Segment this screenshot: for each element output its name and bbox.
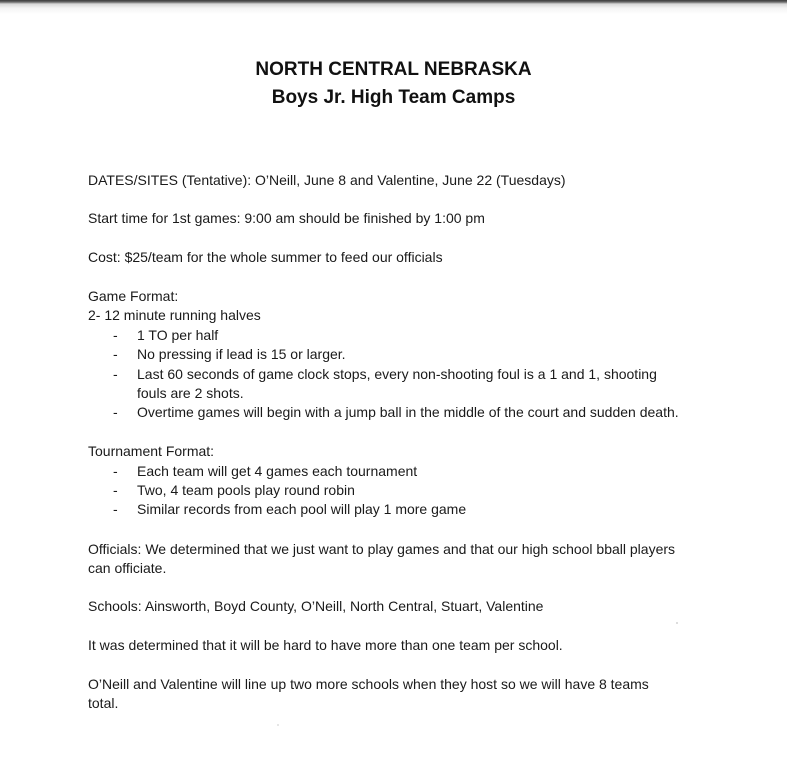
game-format-subheading: 2- 12 minute running halves bbox=[88, 307, 261, 323]
cost-line: Cost: $25/team for the whole summer to feed our officials bbox=[88, 249, 443, 265]
game-format-item: Overtime games will begin with a jump ball in the middle of the court and sudden death. bbox=[137, 404, 679, 420]
host-line: O’Neill and Valentine will line up two more schools when they host so we will have 8 teams bbox=[88, 676, 649, 692]
game-format-item: Last 60 seconds of game clock stops, every non-shooting foul is a 1 and 1, shooting bbox=[137, 366, 657, 382]
officials-line: Officials: We determined that we just want to play games and that our high school bball players bbox=[88, 541, 676, 557]
game-format-item: 1 TO per half bbox=[137, 327, 219, 343]
bullet-marker: - bbox=[113, 366, 118, 382]
bullet-marker: - bbox=[113, 482, 118, 498]
schools-line: Schools: Ainsworth, Boyd County, O’Neill, North Central, Stuart, Valentine bbox=[88, 598, 544, 614]
game-format-item-continuation: fouls are 2 shots. bbox=[137, 385, 244, 401]
tournament-format-heading: Tournament Format: bbox=[88, 443, 215, 459]
tournament-format-item: Similar records from each pool will play 1 more game bbox=[137, 501, 467, 517]
document-title: NORTH CENTRAL NEBRASKA bbox=[255, 59, 532, 80]
dates-sites-line: DATES/SITES (Tentative): O’Neill, June 8 and Valentine, June 22 (Tuesdays) bbox=[88, 172, 566, 188]
bullet-marker: - bbox=[113, 501, 118, 517]
start-time-line: Start time for 1st games: 9:00 am should be finished by 1:00 pm bbox=[88, 210, 485, 226]
host-line-continuation: total. bbox=[88, 695, 119, 711]
tournament-format-item: Two, 4 team pools play round robin bbox=[137, 482, 355, 498]
game-format-item: No pressing if lead is 15 or larger. bbox=[137, 346, 346, 362]
scan-speck bbox=[676, 622, 678, 624]
one-team-line: It was determined that it will be hard to have more than one team per school. bbox=[88, 637, 563, 653]
bullet-marker: - bbox=[113, 327, 118, 343]
document-subtitle: Boys Jr. High Team Camps bbox=[271, 87, 516, 108]
officials-line-continuation: can officiate. bbox=[88, 560, 167, 576]
bullet-marker: - bbox=[113, 463, 118, 479]
bullet-marker: - bbox=[113, 404, 118, 420]
game-format-heading: Game Format: bbox=[88, 288, 179, 304]
tournament-format-item: Each team will get 4 games each tournament bbox=[137, 463, 418, 479]
scan-speck bbox=[277, 724, 279, 726]
bullet-marker: - bbox=[113, 346, 118, 362]
